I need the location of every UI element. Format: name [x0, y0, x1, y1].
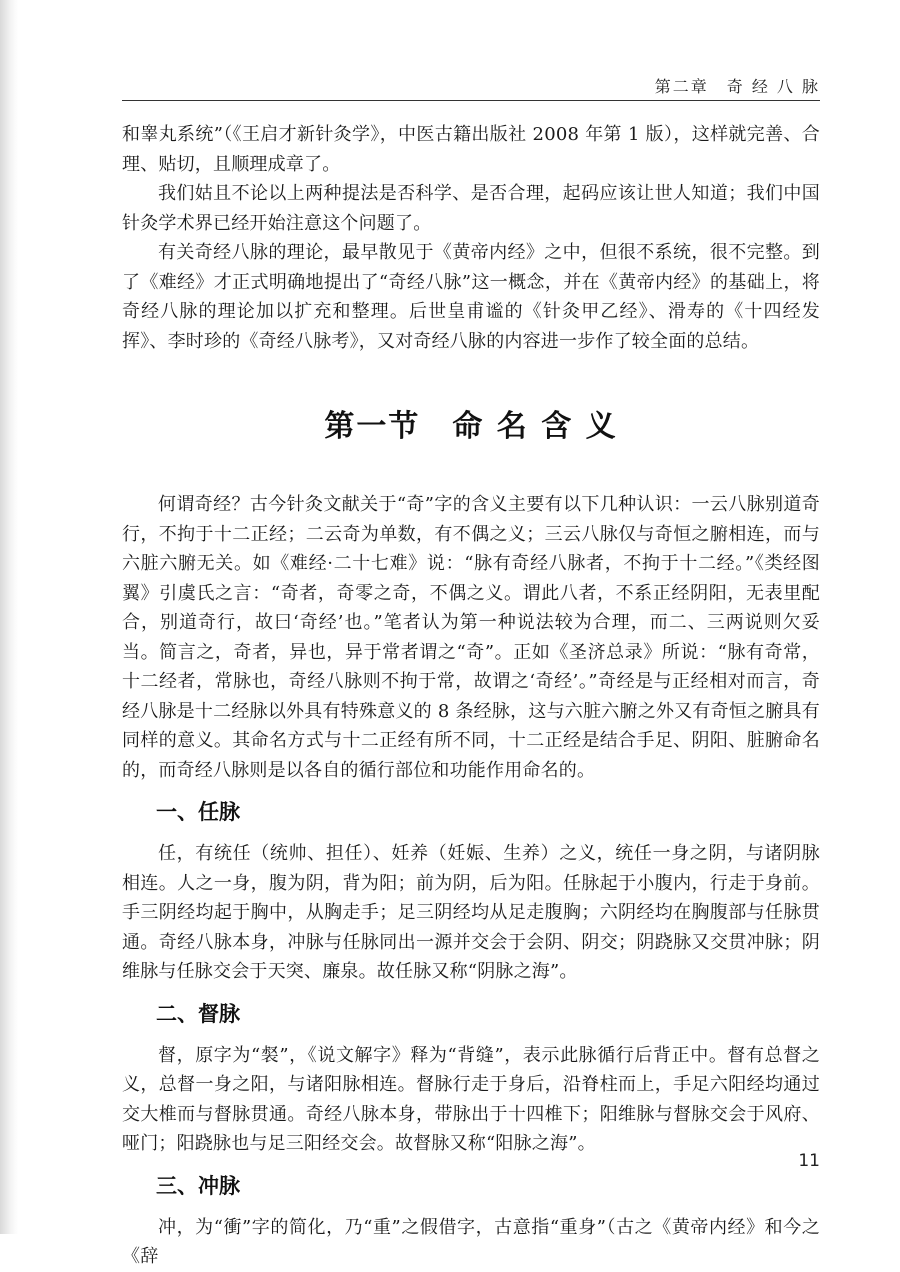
chong-mai-paragraph: 冲，为“衝”字的简化，乃“重”之假借字，古意指“重身”（古之《黄帝内经》和今之《辞: [122, 1216, 820, 1267]
subheading-du-mai: 二、督脉: [156, 1001, 240, 1026]
section-title: 第一节 命 名 含 义: [324, 409, 618, 444]
page-body: [122, 120, 820, 1272]
section-paragraph-1: 何谓奇经？古今针灸文献关于“奇”字的含义主要有以下几种认识：一云八脉别道奇行，不拘于十二正经；二云奇为单数，有不偶之义；三云八脉仅与奇恒之腑相连，而与六脏六腑无关。如《难经·二十七难》说：“脉有奇经八脉者，不拘于十二经。”《类经图翼》引虞氏之言：“奇者，奇零之奇，不偶之义。谓此八者，不系正经阴阳，无表里配合，别道奇行，故曰‘奇经’也。”笔者认为第一种说法较为合理，而二、三两说则欠妥当。简言之，奇者，异也，异于常者谓之“奇”。正如《圣济总录》所说：“脉有奇常，十二经者，常脉也，奇经八脉则不拘于常，故谓之‘奇经’。”奇经是与正经相对而言，奇经八脉是十二经脉以外具有特殊意义的 8 条经脉，这与六脏六腑之外又有奇恒之腑具有同样的意义。其命名方式与十二正经有所不同，十二正经是结合手足、阴阳、脏腑命名的，而奇经八脉则是以各自的循行部位和功能作用命名的。: [122, 494, 820, 781]
page-number: 11: [798, 1151, 820, 1171]
subheading-chong-mai: 三、冲脉: [156, 1173, 240, 1198]
running-header: 第二章 奇 经 八 脉: [122, 74, 820, 101]
intro-paragraph-2: 我们姑且不论以上两种提法是否科学、是否合理，起码应该让世人知道；我们中国针灸学术界已经开始注意这个问题了。: [122, 183, 820, 234]
page-edge-shadow: [0, 0, 18, 1234]
ren-mai-paragraph: 任，有统任（统帅、担任）、妊养（妊娠、生养）之义，统任一身之阴，与诸阴脉相连。人之一身，腹为阴，背为阳；前为阴，后为阳。任脉起于小腹内，行走于身前。手三阴经均起于胸中，从胸走手；足三阴经均从足走腹胸；六阴经均在胸腹部与任脉贯通。奇经八脉本身，冲脉与任脉同出一源并交会于会阴、阴交；阴跷脉又交贯冲脉；阴维脉与任脉交会于天突、廉泉。故任脉又称“阴脉之海”。: [122, 843, 820, 982]
subheading-ren-mai: 一、任脉: [156, 800, 240, 824]
du-mai-paragraph: 督，原字为“裻”，《说文解字》释为“背缝”，表示此脉循行后背正中。督有总督之义，总督一身之阳，与诸阳脉相连。督脉行走于身后，沿脊柱而上，手足六阳经均通过交大椎而与督脉贯通。奇经八脉本身，带脉出于十四椎下；阳维脉与督脉交会于风府、哑门；阳跷脉也与足三阳经交会。故督脉又称“阳脉之海”。: [122, 1044, 820, 1154]
intro-paragraph-1: 和睾丸系统”（《王启才新针灸学》，中医古籍出版社 2008 年第 1 版），这样就完善、合理、贴切，且顺理成章了。: [122, 124, 820, 175]
intro-paragraph-3: 有关奇经八脉的理论，最早散见于《黄帝内经》之中，但很不系统，很不完整。到了《难经》才正式明确地提出了“奇经八脉”这一概念，并在《黄帝内经》的基础上，将奇经八脉的理论加以扩充和整理。后世皇甫谧的《针灸甲乙经》、滑寿的《十四经发挥》、李时珍的《奇经八脉考》，又对奇经八脉的内容进一步作了较全面的总结。: [122, 242, 820, 352]
